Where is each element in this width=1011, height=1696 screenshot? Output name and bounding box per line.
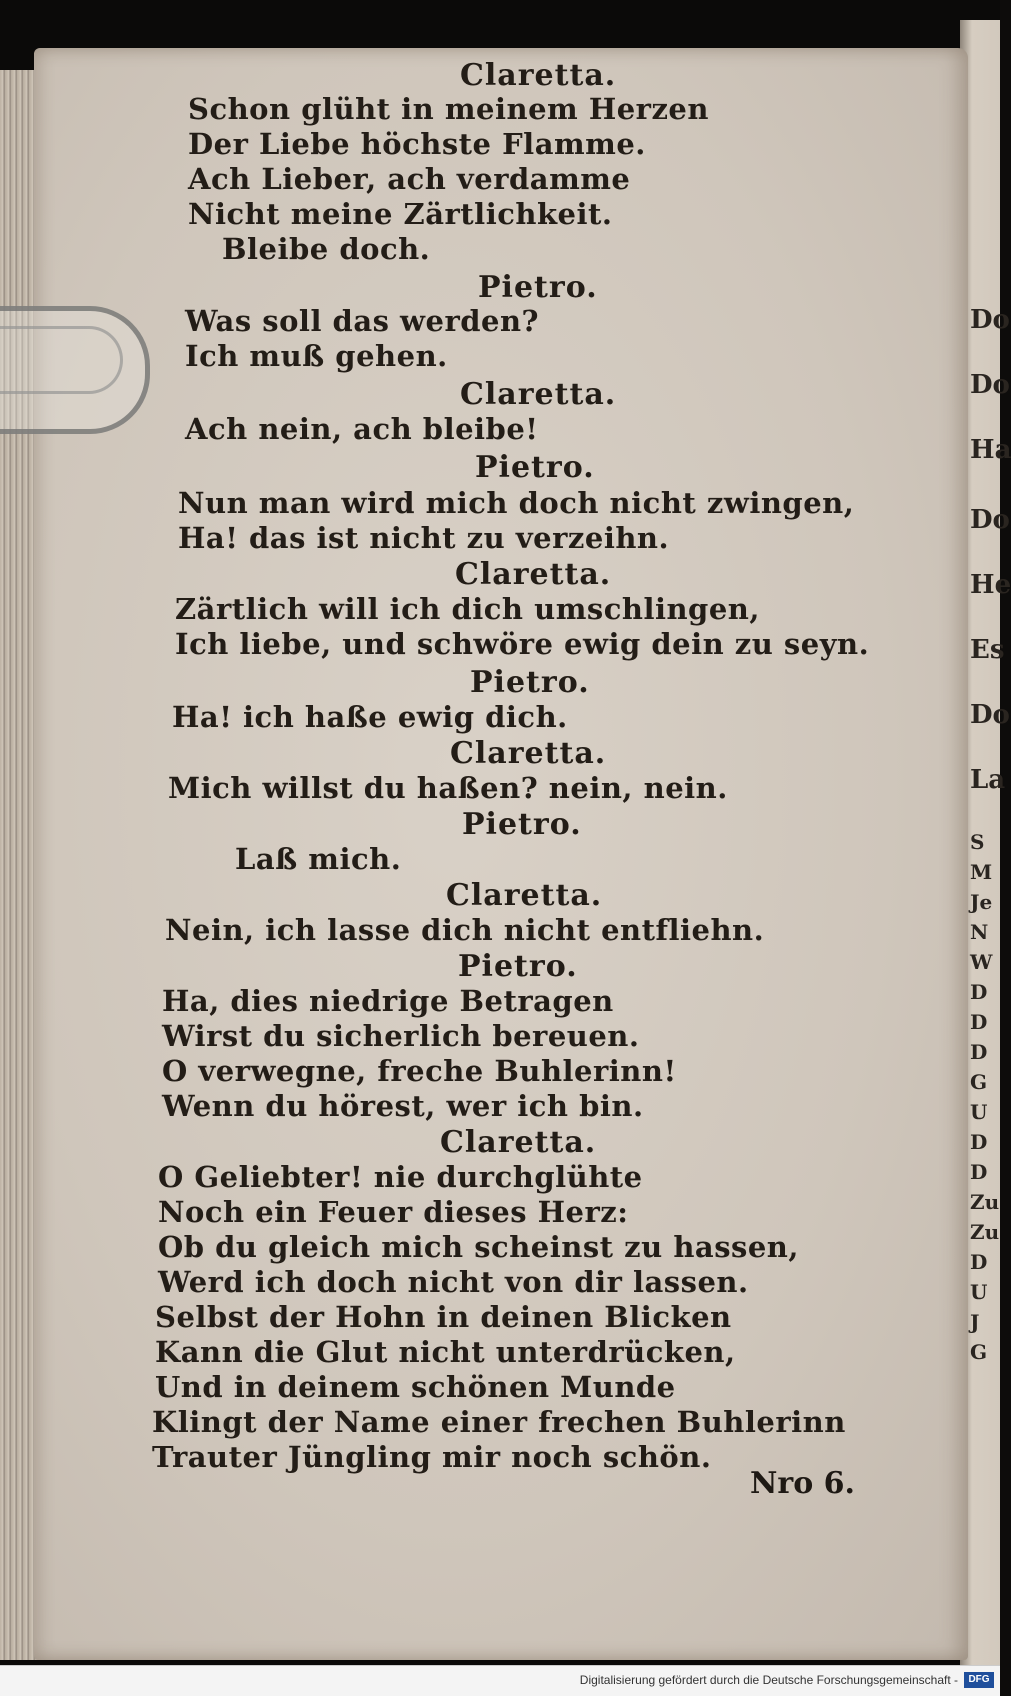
facing-page-fragment: D [970, 1010, 988, 1034]
facing-page-fragment: Es [970, 635, 1005, 665]
speaker-heading: Claretta. [440, 1125, 597, 1160]
speaker-heading: Pietro. [458, 949, 578, 984]
verse-line: Kann die Glut nicht unterdrücken, [155, 1335, 736, 1369]
verse-line: Wirst du sicherlich bereuen. [162, 1019, 640, 1053]
catchword: Nro 6. [750, 1466, 855, 1501]
verse-line: Bleibe doch. [222, 232, 431, 266]
verse-line: O Geliebter! nie durchglühte [158, 1160, 643, 1194]
verse-line: Trauter Jüngling mir noch schön. [152, 1440, 712, 1474]
dfg-logo: DFG [964, 1672, 994, 1688]
verse-line: Und in deinem schönen Munde [155, 1370, 676, 1404]
facing-page-fragment: G [970, 1340, 988, 1364]
facing-page-fragment: Do [970, 370, 1010, 400]
facing-page-fragment: Zu [970, 1220, 1000, 1244]
speaker-heading: Claretta. [446, 878, 603, 913]
verse-line: Nicht meine Zärtlichkeit. [188, 197, 613, 231]
verse-line: Der Liebe höchste Flamme. [188, 127, 646, 161]
facing-page-fragment: Do [970, 305, 1010, 335]
facing-page-fragment: D [970, 1160, 988, 1184]
speaker-heading: Pietro. [470, 665, 590, 700]
facing-page-fragment: M [970, 860, 993, 884]
verse-line: Mich willst du haßen? nein, nein. [168, 771, 728, 805]
verse-line: Nun man wird mich doch nicht zwingen, [178, 486, 855, 520]
facing-page-fragment: Do [970, 700, 1010, 730]
facing-page-fragment: La [970, 765, 1006, 795]
facing-page-fragment: N [970, 920, 989, 944]
verse-line: Ich liebe, und schwöre ewig dein zu seyn. [175, 627, 870, 661]
verse-line: Werd ich doch nicht von dir lassen. [158, 1265, 749, 1299]
verse-line: Nein, ich lasse dich nicht entfliehn. [165, 913, 765, 947]
facing-page-fragment: W [970, 950, 993, 974]
facing-page-fragment: S [970, 830, 985, 854]
facing-page-fragment: U [970, 1280, 988, 1304]
funding-credit: Digitalisierung gefördert durch die Deutsche Forschungsgemeinschaft - [579, 1673, 958, 1687]
facing-page-fragment: D [970, 1040, 988, 1064]
facing-page-fragment: Do [970, 505, 1010, 535]
speaker-heading: Pietro. [462, 807, 582, 842]
facing-page-fragment: D [970, 1130, 988, 1154]
verse-line: Ob du gleich mich scheinst zu hassen, [158, 1230, 799, 1264]
facing-page-fragment: G [970, 1070, 988, 1094]
facing-page-fragment: J [970, 1310, 980, 1334]
verse-line: Ha! das ist nicht zu verzeihn. [178, 521, 670, 555]
verse-line: Ach nein, ach bleibe! [185, 412, 539, 446]
speaker-heading: Claretta. [450, 736, 607, 771]
verse-line: Ha! ich haße ewig dich. [172, 700, 568, 734]
verse-line: Ha, dies niedrige Betragen [162, 984, 614, 1018]
verse-line: Wenn du hörest, wer ich bin. [162, 1089, 644, 1123]
facing-page-fragment: D [970, 980, 988, 1004]
facing-page-fragment: Zu [970, 1190, 1000, 1214]
verse-line: Klingt der Name einer frechen Buhlerinn [152, 1405, 846, 1439]
facing-page-fragment: D [970, 1250, 988, 1274]
speaker-heading: Pietro. [478, 270, 598, 305]
speaker-heading: Claretta. [460, 58, 617, 93]
verse-line: Zärtlich will ich dich umschlingen, [175, 592, 760, 626]
speaker-heading: Claretta. [455, 557, 612, 592]
speaker-heading: Claretta. [460, 377, 617, 412]
verse-line: Ach Lieber, ach verdamme [188, 162, 631, 196]
speaker-heading: Pietro. [475, 450, 595, 485]
facing-page-fragment: U [970, 1100, 988, 1124]
credit-bar [0, 1665, 1000, 1696]
verse-line: Schon glüht in meinem Herzen [188, 92, 709, 126]
verse-line: O verwegne, freche Buhlerinn! [162, 1054, 677, 1088]
verse-line: Was soll das werden? [185, 304, 540, 338]
verse-line: Laß mich. [235, 842, 402, 876]
facing-page-fragment: He [970, 570, 1011, 600]
verse-line: Selbst der Hohn in deinen Blicken [155, 1300, 732, 1334]
facing-page-fragment: Ha [970, 435, 1011, 465]
verse-line: Noch ein Feuer dieses Herz: [158, 1195, 629, 1229]
facing-page-fragment: Je [970, 890, 993, 914]
verse-line: Ich muß gehen. [185, 339, 448, 373]
